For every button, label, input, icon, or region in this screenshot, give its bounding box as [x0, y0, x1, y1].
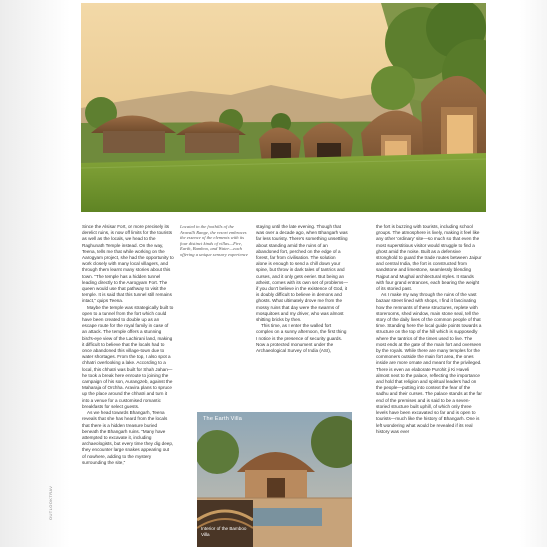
article-paragraph: Maybe the temple was strategically built to open to a tunnel from the fort which could have been created to double up as an escape route for the royal family in case of an attack. The temple offers a stunning bird's-eye view of the Lachirani land, making it difficult to believe that the locals had to once abandoned this village-town due to water shortages. From the top, I also spot a chhatri overlooking a lake. According to a local, this chhatri was built for Shah Jahan—he took a break here enroute to joining the campaign of his son, Aurangzeb, against the Maharaja of Orchha. Aravira plans to spruce up the place around the chhatri and turn it into a venue for a customised romantic breakfasts for select guests.: [82, 304, 174, 409]
hero-photo-resort-villas: [81, 3, 486, 212]
article-paragraph: the fort is buzzing with tourists, including school groups. The atmosphere is lively, making it feel like any other 'ordinary' site—so much so that even the most superstitious visitor would struggle to find a ghost amid the noise. Built as a defensive stronghold to guard the trade routes between Jaipur and central India, the fort is constructed from sandstone and limestone, seamlessly blending Rajput and Mughal architectural styles. It stands with four grand entrances, each bearing the weight of its storied past.: [376, 224, 482, 292]
article-column-4: [376, 224, 482, 547]
article-paragraph: As we head towards Bhangarh, Teena reveals that she has heard from the locals that there is a hidden treasure buried beneath the Bhangarh ruins. "Many have attempted to excavate it, including archaeologists, but every time they dig deep, they encounter large snakes appearing out of nowhere, adding to the mystery surrounding the site,": [82, 410, 174, 465]
vertical-folio: OUTLOOKTRAV: [48, 485, 53, 520]
article-paragraph: staying until the late evening. Though that was over a decade ago, when Bhangarh was far less touristy. There's something unsettling about standing amid the ruins of an abandoned fort, perched on the edge of a forest, far from civilisation. The solution alone is enough to send a chill down your spine, but throw in dark tales of tantrics and curses, and it only gets eerier. But being an atheist, comes with its own set of problems—if you don't believe in the existence of God, it is doubly difficult to believe in demons and ghosts. What ultimately drove me from the mossy ruins that day were the swarms of mosquitoes and my driver, who was almost shitting bricks by then.: [256, 224, 348, 323]
inset-photo-bamboo-villa: [197, 500, 253, 547]
article-column-3: [256, 224, 348, 409]
article-paragraph: Since the Alsisar Fort, or more precisely its derelict ruins, is now off limits for the tourists as well as the locals, we head to the Raghunath Temple instead. On the way, Teena, tells me that while working on the Aarogyam project, she had the opportunity to work closely with many local villagers, and through them learnt many stories about this town. "The temple has a hidden tunnel leading directly to the Aarogyam Fort. The queen would use that pathway to visit the temple. It is said that this tunnel still remains intact," quips Teena.: [82, 224, 174, 304]
photo-caption: Located in the foothills of the Aravalli Range, the resort embraces the essence of the elements with its four distinct kinds of villas—Fire, Earth, Bamboo, and Water—each offering a unique sensory experience: [180, 224, 248, 257]
article-column-1: [82, 224, 174, 547]
inset-label-bamboo: Interior of the Bamboo Villa: [201, 526, 247, 537]
inset-label: The Earth Villa: [203, 416, 242, 422]
article-paragraph: As I make my way through the ruins of the vast bazaar street lined with shops, I find it fascinating how the remnants of these structures, replete with storerooms, shed window, main stone seal, tell the story of the daily lives of the common people of that time. Standing here the local guide points towards a structure on the top of the hill which is supposedly where the tantrics of the times used to live. The most ends at the gate of the main fort and overseen by the royals. While there are many temples for the commoners outside the main fort area, the ones inside are more ornate and meant for the privileged. There is even an elaborate Purohit ji Ki Haveli almost next to the palace, reflecting the importance and hold that religion and spiritual leaders had on the people—putting into context the fear of the sadhu and their curses. The palace stands at the far end of the premises and is said to be a seven-storied structure built uphill, of which only three levels have been excavated so far and is open to tourists—much like the history of Bhangarh. One is left wondering what would be revealed if its real history was ever: [376, 292, 482, 434]
article-paragraph: This time, as I enter the walled fort complex on a sunny afternoon, the first thing I notice is the presence of security guards. Now a protected monument under the Archaeological Survey of India (ASI),: [256, 323, 347, 354]
